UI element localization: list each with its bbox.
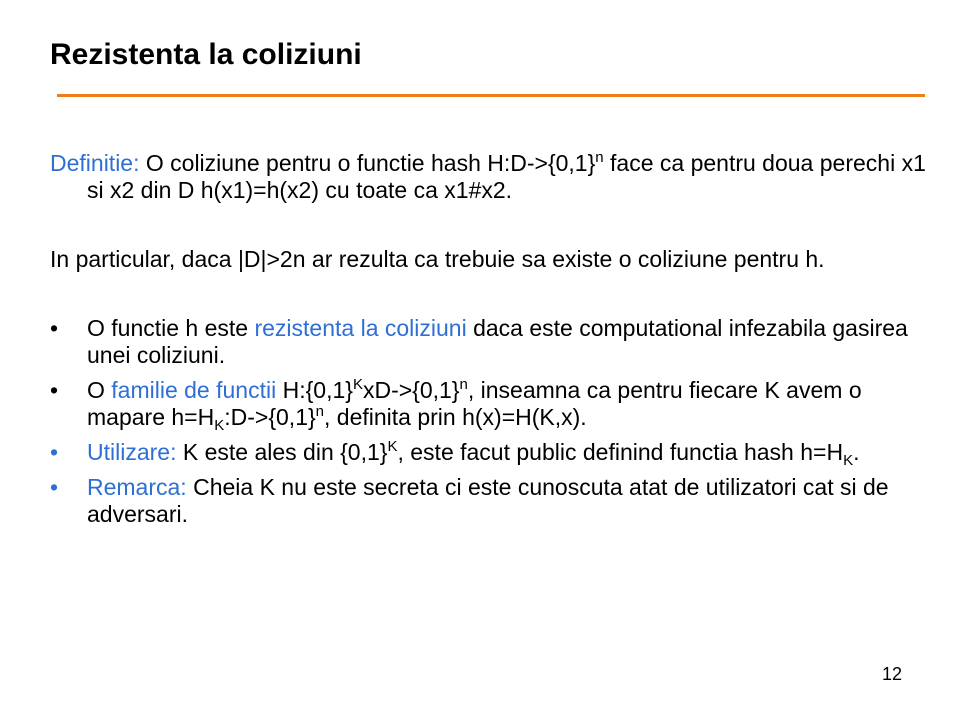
- bullet-text: O functie h este: [87, 315, 255, 341]
- definition-paragraph: [50, 150, 930, 204]
- bullet-dot: •: [50, 315, 59, 341]
- bullet-text: K este ales din {0,1}: [176, 439, 388, 465]
- superscript: K: [352, 376, 363, 393]
- bullet-text: , este facut public definind functia hash h=H: [397, 439, 844, 465]
- bullet-text: :D->{0,1}: [224, 404, 316, 430]
- bullet-item: [50, 315, 930, 369]
- spacer: [50, 273, 930, 315]
- bullet-dot: •: [50, 474, 59, 500]
- definition-text: O coliziune pentru o functie hash H:D->{0,1}: [139, 150, 596, 176]
- subscript: K: [843, 452, 854, 469]
- bullet-dot: •: [50, 439, 59, 465]
- bullet-text: xD->{0,1}: [362, 377, 460, 403]
- bullet-text: daca este computational infezabila gasirea unei coliziuni.: [87, 315, 908, 368]
- superscript: n: [595, 149, 604, 166]
- bullet-term: Utilizare:: [87, 439, 177, 465]
- particular-paragraph: In particular, daca |D|>2n ar rezulta ca trebuie sa existe o coliziune pentru h.: [50, 246, 825, 272]
- superscript: K: [387, 438, 398, 455]
- bullet-dot: •: [50, 377, 59, 403]
- bullet-text: , inseamna ca pentru fiecare K avem o mapare h=H: [87, 377, 862, 430]
- bullet-item: [50, 438, 930, 469]
- bullet-term: rezistenta la coliziuni: [254, 315, 467, 341]
- slide-body: [50, 150, 930, 536]
- definition-label: Definitie:: [50, 150, 140, 176]
- bullet-text: .: [853, 439, 860, 465]
- bullet-text: , definita prin h(x)=H(K,x).: [324, 404, 587, 430]
- bullet-item: [50, 376, 930, 434]
- bullet-text: Cheia K nu este secreta ci este cunoscuta atat de utilizatori cat si de adversari.: [87, 474, 889, 527]
- bullet-text: H:{0,1}: [276, 377, 353, 403]
- page-number: 12: [881, 664, 902, 684]
- superscript: n: [459, 376, 468, 393]
- bullet-item: [50, 474, 930, 528]
- title-underline: [57, 94, 925, 97]
- bullet-text: O: [87, 377, 112, 403]
- bullet-term: Remarca:: [87, 474, 187, 500]
- superscript: n: [315, 403, 325, 420]
- definition-text-cont: face ca pentru doua perechi x1 si x2 din D h(x1)=h(x2) cu toate ca x1#x2.: [87, 150, 926, 203]
- bullet-term: familie de functii: [111, 377, 277, 403]
- subscript: K: [214, 417, 225, 434]
- slide-title: Rezistenta la coliziuni: [50, 38, 362, 71]
- spacer: [50, 204, 930, 246]
